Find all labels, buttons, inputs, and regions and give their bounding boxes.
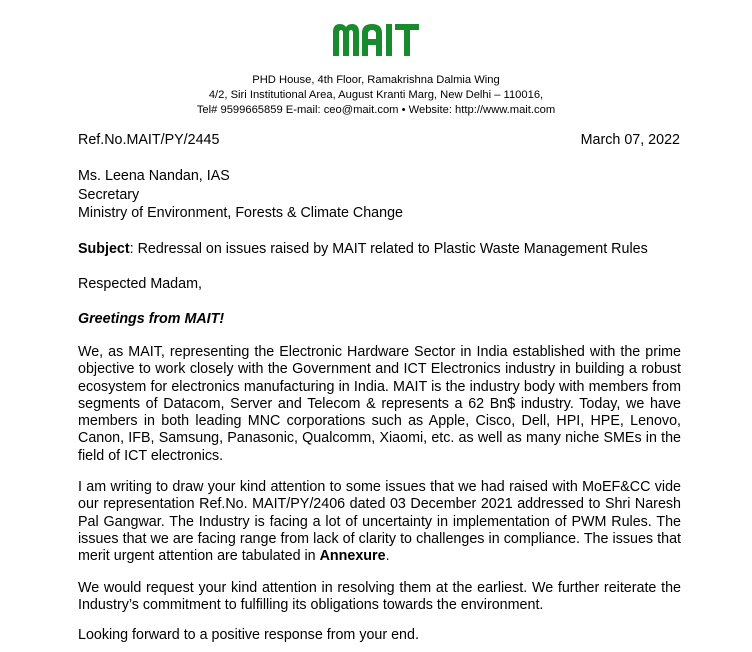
paragraph-issues-text: I am writing to draw your kind attention to some issues that we had raised with MoEF&CC vide our representation Ref.No. MAIT/PY/2406 dated 03 December 2021 addressed to Shri Naresh Pal Gangwar. The Industry is facing a lot of uncertainty in implementation of PWM Rules. The issues that we are facing range from lack of clarity to challenges in compliance. The issues that merit urgent attention are tabulated in bbox=[78, 479, 681, 565]
greeting: Greetings from MAIT! bbox=[78, 311, 225, 327]
subject-line bbox=[78, 241, 648, 258]
paragraph-issues bbox=[78, 479, 681, 565]
letter-date: March 07, 2022 bbox=[580, 132, 680, 148]
subject-label: Subject bbox=[78, 241, 130, 257]
mait-logo-mark bbox=[331, 20, 421, 60]
subject-text: : Redressal on issues raised by MAIT related to Plastic Waste Management Rules bbox=[129, 241, 648, 257]
paragraph-issues-end: . bbox=[385, 548, 390, 565]
recipient-title: Secretary bbox=[78, 187, 140, 203]
annexure-reference: Annexure bbox=[319, 548, 386, 565]
address-line-1: PHD House, 4th Floor, Ramakrishna Dalmia Wing bbox=[252, 74, 500, 86]
paragraph-closing: Looking forward to a positive response from your end. bbox=[78, 627, 419, 643]
salutation: Respected Madam, bbox=[78, 276, 202, 292]
mait-logo bbox=[0, 20, 752, 65]
paragraph-request: We would request your kind attention in resolving them at the earliest. We further reiterate the Industry’s commitment to fulfilling its obligations towards the environment. bbox=[78, 580, 681, 614]
recipient-name: Ms. Leena Nandan, IAS bbox=[78, 168, 230, 184]
address-line-3: Tel# 9599665859 E-mail: ceo@mait.com • Website: http://www.mait.com bbox=[196, 104, 556, 116]
address-line-2: 4/2, Siri Institutional Area, August Kranti Marg, New Delhi – 110016, bbox=[208, 89, 544, 101]
reference-number: Ref.No.MAIT/PY/2445 bbox=[78, 132, 220, 148]
recipient-organization: Ministry of Environment, Forests & Climate Change bbox=[78, 205, 403, 221]
paragraph-intro: We, as MAIT, representing the Electronic Hardware Sector in India established with the prime objective to work closely with the Government and ICT Electronics industry in building a robust ecosystem for electronics manufacturing in India. MAIT is the industry body with members from segments of Datacom, Server and Telecom & represents a 62 Bn$ industry. Today, we have members in both leading MNC corporations such as Apple, Cisco, Dell, HPI, HPE, Lenovo, Canon, IFB, Samsung, Panasonic, Qualcomm, Xiaomi, etc. as well as many niche SMEs in the field of ICT electronics. bbox=[78, 344, 681, 464]
